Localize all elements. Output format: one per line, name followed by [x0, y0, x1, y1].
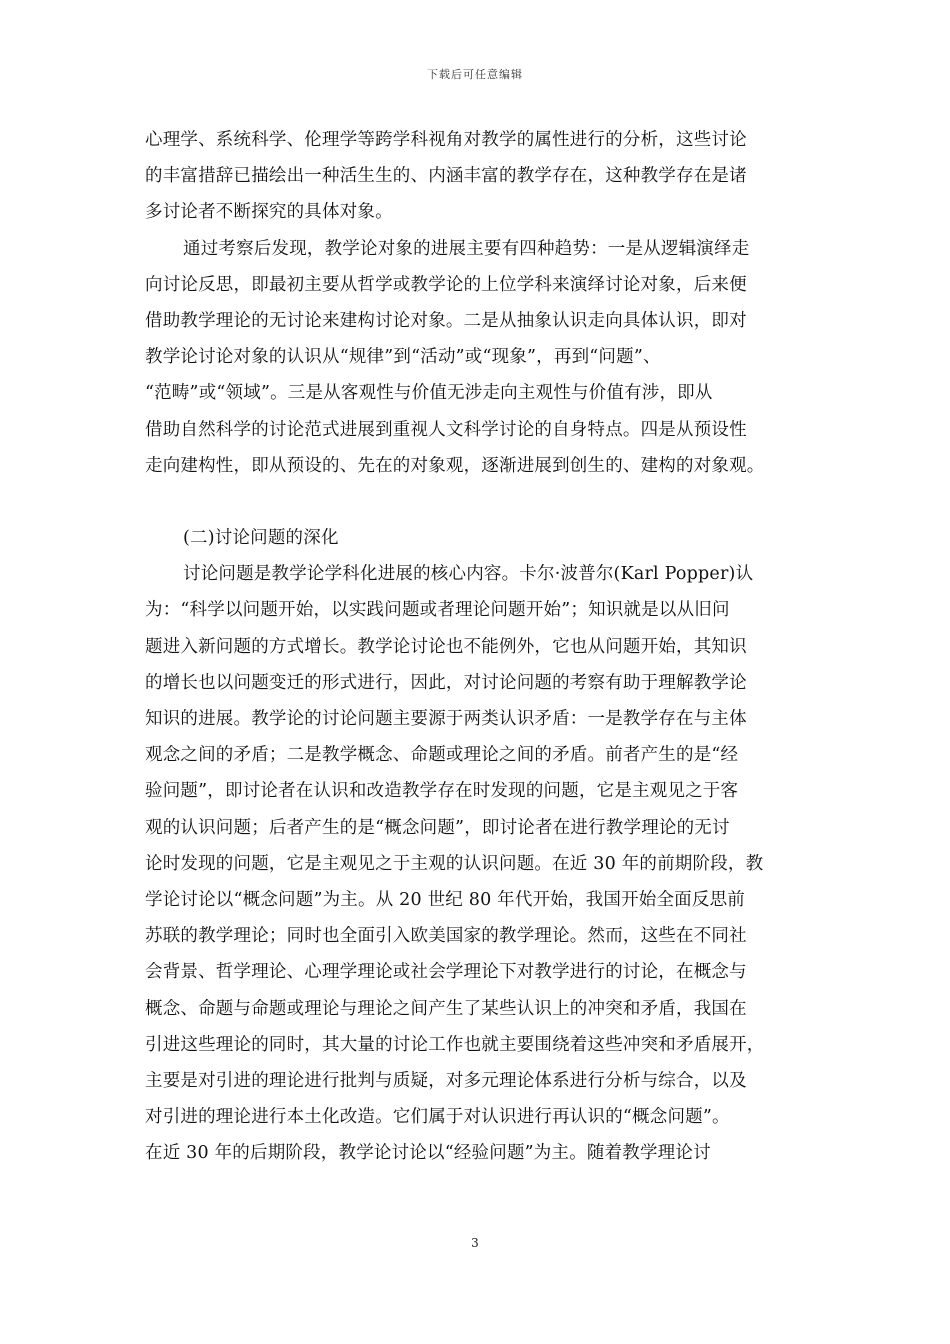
text-line: 对引进的理论进行本土化改造。它们属于对认识进行再认识的“概念问题”。	[145, 1107, 730, 1128]
paragraph-first-line	[145, 1171, 825, 1207]
text-line: 概念、命题与命题或理论与理论之间产生了某些认识上的冲突和矛盾，我国在	[145, 998, 747, 1019]
text-line: 教学论讨论对象的认识从“规律”到“活动”或“现象”，再到“问题”、	[145, 347, 661, 368]
text-line: “范畴”或“领域”。三是从客观性与价值无涉走向主观性与价值有涉，即从	[145, 383, 713, 404]
text-line: 借助自然科学的讨论范式进展到重视人文科学讨论的自身特点。四是从预设性	[145, 419, 747, 440]
text-line: 走向建构性，即从预设的、先在的对象观，逐渐进展到创生的、建构的对象观。	[145, 455, 765, 476]
text-line: 知识的进展。教学论的讨论问题主要源于两类认识矛盾：一是教学存在与主体	[145, 709, 747, 729]
text-line: 会背景、哲学理论、心理学理论或社会学理论下对教学进行的讨论，在概念与	[145, 962, 747, 983]
document-body	[145, 122, 825, 1208]
text-line: 的增长也以问题变迁的形式进行，因此，对讨论问题的考察有助于理解教学论	[145, 672, 747, 693]
page-header: 下载后可任意编辑	[427, 68, 523, 81]
text-line: 验问题”，即讨论者在认识和改造教学存在时发现的问题，它是主观见之于客	[145, 781, 739, 802]
text-line: 引进这些理论的同时，其大量的讨论工作也就主要围绕着这些冲突和矛盾展开，	[145, 1034, 765, 1055]
text-line: 为：“科学以问题开始，以实践问题或者理论问题开始”；知识就是以从旧问	[145, 600, 730, 621]
text-line: 题进入新问题的方式增长。教学论讨论也不能例外，它也从问题开始，其知识	[145, 636, 747, 657]
text-line: 向讨论反思，即最初主要从哲学或教学论的上位学科来演绎讨论对象，后来便	[145, 274, 747, 295]
text-line: 在近 30 年的后期阶段，教学论讨论以“经验问题”为主。随着教学理论讨	[145, 1143, 711, 1164]
text-line: 主要是对引进的理论进行批判与质疑，对多元理论体系进行分析与综合，以及	[145, 1070, 747, 1091]
text-line: 观的认识问题；后者产生的是“概念问题”，即讨论者在进行教学理论的无讨	[145, 817, 730, 838]
text-line: 观念之间的矛盾；二是教学概念、命题或理论之间的矛盾。前者产生的是“经	[145, 745, 739, 766]
text-line: 多讨论者不断探究的具体对象。	[145, 202, 393, 223]
section-heading: (二)讨论问题的深化	[183, 528, 339, 549]
text-line: 借助教学理论的无讨论来建构讨论对象。二是从抽象认识走向具体认识，即对	[145, 310, 747, 331]
page-number: 3	[471, 1236, 479, 1250]
text-line: 心理学、系统科学、伦理学等跨学科视角对教学的属性进行的分析，这些讨论	[145, 130, 747, 150]
text-line: 学论讨论以“概念问题”为主。从 20 世纪 80 年代开始，我国开始全面反思前	[145, 889, 745, 910]
paragraph-first-line: 通过考察后发现，教学论对象的进展主要有四种趋势：一是从逻辑演绎走	[183, 238, 750, 259]
text-line: 苏联的教学理论；同时也全面引入欧美国家的教学理论。然而，这些在不同社	[145, 926, 747, 947]
paragraph-first-line: 讨论问题是教学论学科化进展的核心内容。卡尔·波普尔(Karl Popper)认	[183, 564, 754, 585]
blank-line	[145, 484, 825, 520]
text-line: 论时发现的问题，它是主观见之于主观的认识问题。在近 30 年的前期阶段，教	[145, 853, 764, 874]
text-line: 的丰富措辞已描绘出一种活生生的、内涵丰富的教学存在，这种教学存在是诸	[145, 166, 747, 187]
